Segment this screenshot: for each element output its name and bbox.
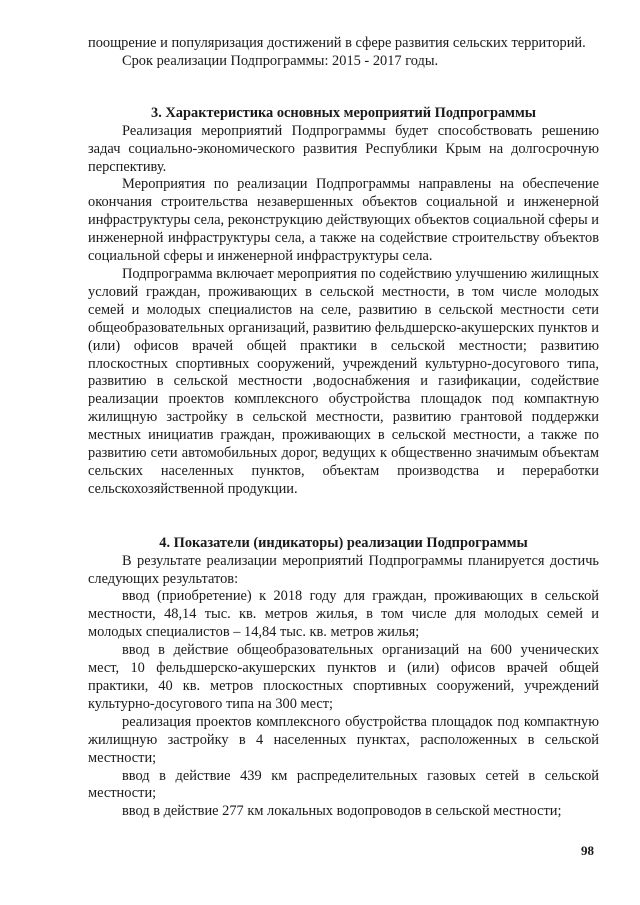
section-spacer xyxy=(88,71,599,105)
section-3-paragraph-3: Подпрограмма включает мероприятия по содействию улучшению жилищных условий граждан, проживающих в сельской местности, в том числе молодых семей и молодых специалистов на селе, развитию в сельской местности сети общеобразовательных организаций, развитию фельдшерско-акушерских пунктов и (или) офисов врачей общей практики в сельской местности; развитию плоскостных спортивных сооружений, учреждений культурно-досугового типа, развитию в сельской местности ,водоснабжения и газификации, содействие реализации проектов комплексного обустройства площадок под компактную жилищную застройку в сельской местности, развитию грантовой поддержки местных инициатив граждан, проживающих в сельской местности, а также по развитию сети автомобильных дорог, ведущих к общественно значимым объектам сельских населенных пунктов, объектам производства и переработки сельскохозяйственной продукции. xyxy=(88,265,599,497)
page-body xyxy=(88,35,599,821)
section-4-paragraph-4: реализация проектов комплексного обустройства площадок под компактную жилищную застройку в 4 населенных пунктах, расположенных в сельской местности; xyxy=(88,713,599,766)
intro-paragraph-2: Срок реализации Подпрограммы: 2015 - 2017 годы. xyxy=(122,52,439,69)
section-spacer xyxy=(88,499,599,535)
section-3-paragraph-2: Мероприятия по реализации Подпрограммы направлены на обеспечение окончания строительства незавершенных объектов социальной и инженерной инфраструктуры села, реконструкцию действующих объектов социальной сферы и инженерной инфраструктуры села, а также на содействие строительству объектов социальной сферы и инженерной инфраструктуры села. xyxy=(88,176,599,265)
section-4-paragraph-2: ввод (приобретение) к 2018 году для граждан, проживающих в сельской местности, 48,14 тыс. кв. метров жилья, в том числе для молодых семей и молодых специалистов – 14,84 тыс. кв. метров жилья; xyxy=(88,588,599,641)
section-4-paragraph-1: В результате реализации мероприятий Подпрограммы планируется достичь следующих результатов: xyxy=(88,552,599,587)
section-4-paragraph-6: ввод в действие 277 км локальных водопроводов в сельской местности; xyxy=(122,803,562,820)
section-4-paragraph-3: ввод в действие общеобразовательных организаций на 600 ученических мест, 10 фельдшерско-акушерских пунктов и (или) офисов врачей общей практики, 40 кв. метров плоскостных спортивных сооружений, учреждений культурно-досугового типа на 300 мест; xyxy=(88,642,599,712)
section-4-paragraph-5: ввод в действие 439 км распределительных газовых сетей в сельской местности; xyxy=(88,767,599,802)
section-3-heading: 3. Характеристика основных мероприятий Подпрограммы xyxy=(151,104,536,121)
section-4-heading: 4. Показатели (индикаторы) реализации Подпрограммы xyxy=(159,534,528,551)
section-3-paragraph-1: Реализация мероприятий Подпрограммы будет способствовать решению задач социально-экономического развития Республики Крым на долгосрочную перспективу. xyxy=(88,122,599,175)
intro-paragraph-1: поощрение и популяризация достижений в сфере развития сельских территорий. xyxy=(88,35,586,51)
page-number: 98 xyxy=(581,843,594,858)
